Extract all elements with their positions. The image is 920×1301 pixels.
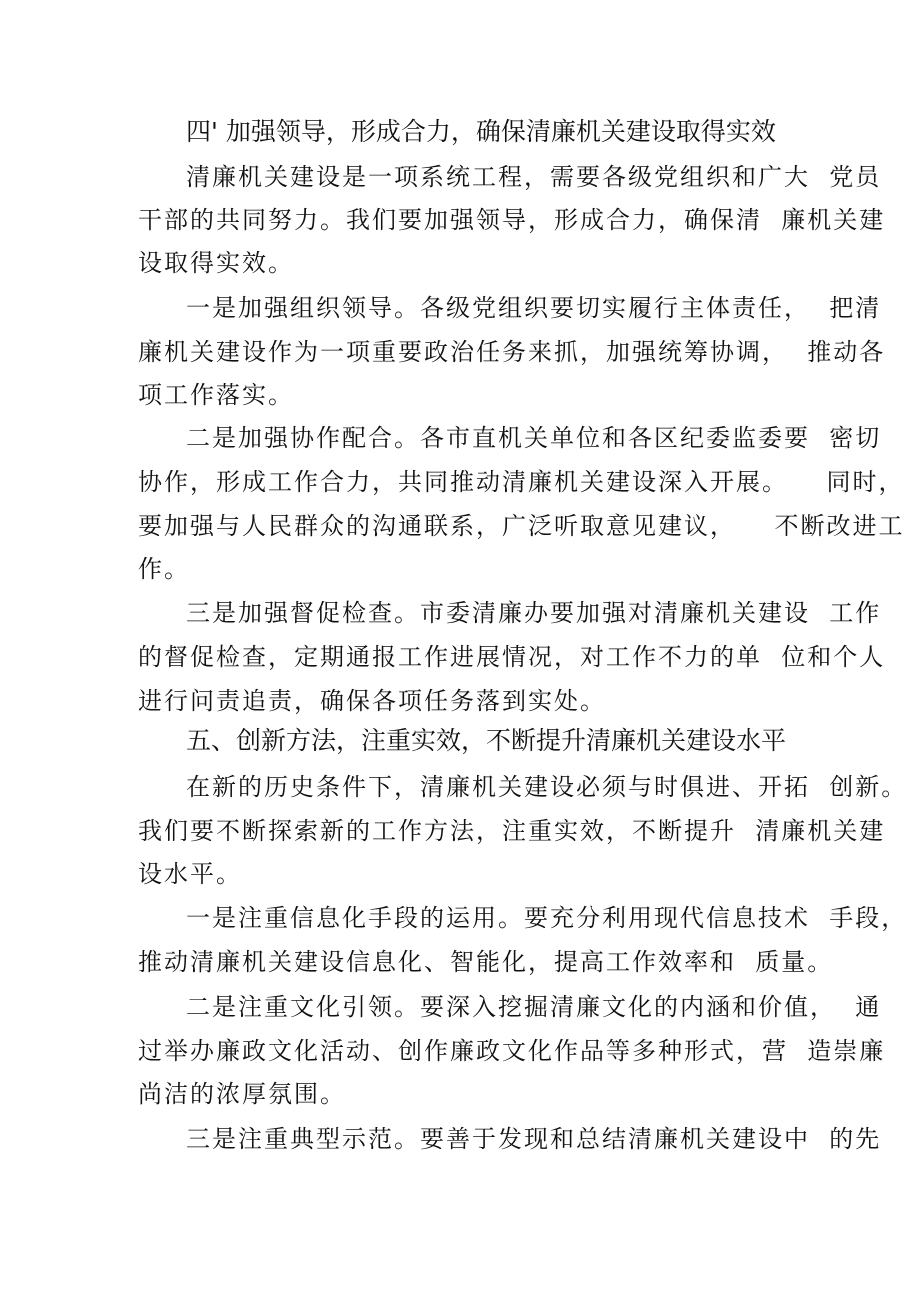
paragraph-line: 清廉机关建设是一项系统工程，需要各级党组织和广大 党员	[186, 163, 882, 191]
paragraph-line: 干部的共同努力。我们要加强领导，形成合力，确保清 廉机关建	[138, 206, 886, 234]
paragraph-line: 作。	[138, 555, 190, 583]
paragraph-line: 设水平。	[138, 860, 242, 888]
paragraph-line: 过举办廉政文化活动、创作廉政文化作品等多种形式，营 造崇廉	[138, 1037, 886, 1065]
section-heading-4: 四' 加强领导，形成合力，确保清廉机关建设取得实效	[186, 117, 776, 146]
paragraph-line: 要加强与人民群众的沟通联系，广泛听取意见建议， 不断改进工	[138, 512, 905, 540]
paragraph-line: 三是加强督促检查。市委清廉办要加强对清廉机关建设 工作	[186, 599, 882, 627]
paragraph-line: 推动清廉机关建设信息化、智能化，提高工作效率和 质量。	[138, 948, 834, 976]
paragraph-line: 尚洁的浓厚氛围。	[138, 1080, 346, 1108]
paragraph-line: 项工作落实。	[138, 381, 294, 409]
paragraph-line: 一是注重信息化手段的运用。要充分利用现代信息技术 手段，	[186, 904, 908, 932]
paragraph-line: 进行问责追责，确保各项任务落到实处。	[138, 687, 606, 715]
section-heading-5: 五、创新方法，注重实效，不断提升清廉机关建设水平	[186, 726, 787, 755]
paragraph-line: 三是注重典型示范。要善于发现和总结清廉机关建设中 的先	[186, 1125, 882, 1153]
paragraph-line: 二是加强协作配合。各市直机关单位和各区纪委监委要 密切	[186, 424, 882, 452]
paragraph-line: 设取得实效。	[138, 249, 294, 277]
paragraph-line: 二是注重文化引领。要深入挖掘清廉文化的内涵和价值， 通	[186, 993, 882, 1021]
paragraph-line: 我们要不断探索新的工作方法，注重实效，不断提升 清廉机关建	[138, 817, 886, 845]
paragraph-line: 一是加强组织领导。各级党组织要切实履行主体责任， 把清	[186, 294, 882, 322]
paragraph-line: 在新的历史条件下，清廉机关建设必须与时俱进、开拓 创新。	[186, 773, 908, 801]
paragraph-line: 廉机关建设作为一项重要政治任务来抓，加强统筹协调， 推动各	[138, 338, 886, 366]
paragraph-line: 协作，形成工作合力，共同推动清廉机关建设深入开展。 同时，	[138, 468, 905, 496]
paragraph-line: 的督促检查，定期通报工作进展情况，对工作不力的单 位和个人	[138, 643, 886, 671]
